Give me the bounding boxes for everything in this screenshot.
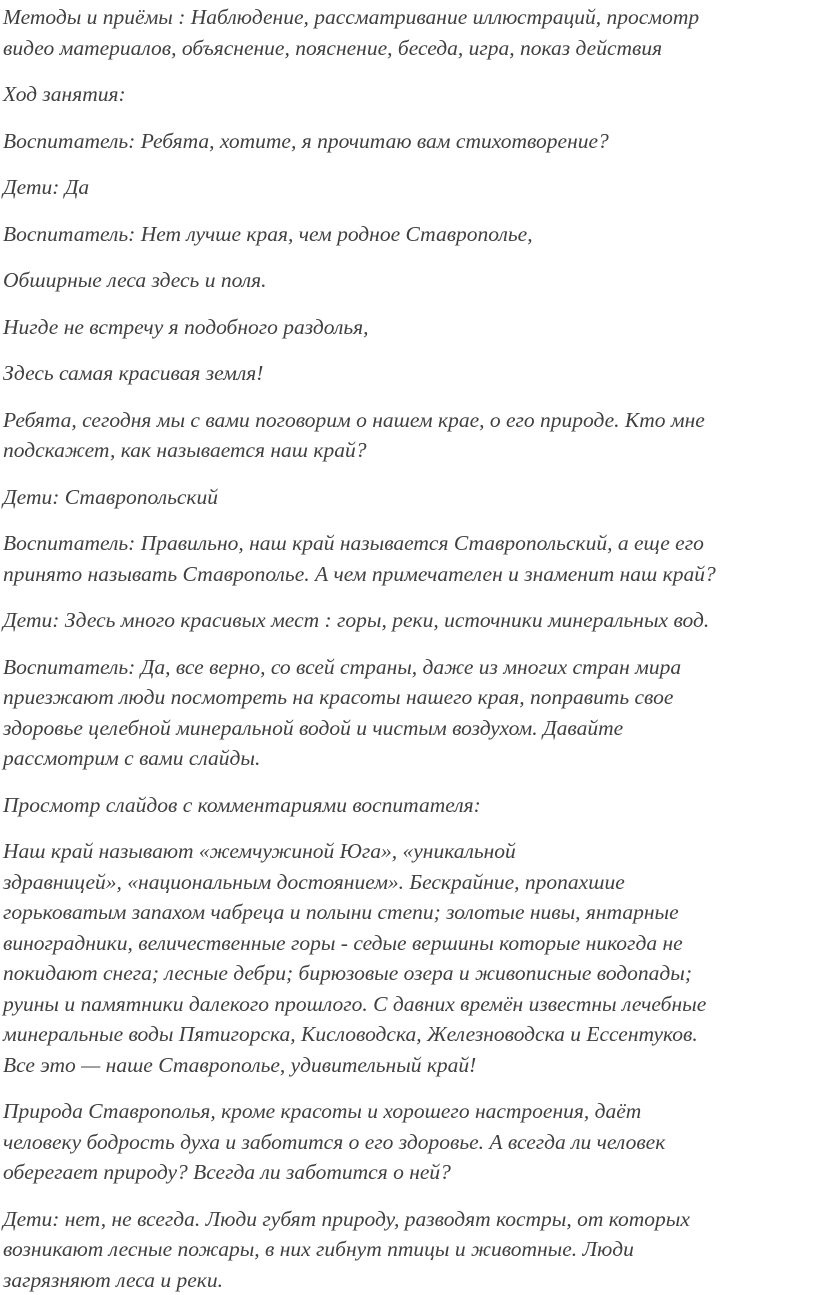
children-line: Дети: нет, не всегда. Люди губят природу, разводят костры, от которых возникают лесные пожары, в них гибнут птицы и животные. Люди загрязняют леса и реки.	[3, 1204, 808, 1295]
slides-heading: Просмотр слайдов с комментариями воспитателя:	[3, 790, 808, 821]
nature-question-paragraph: Природа Ставрополья, кроме красоты и хорошего настроения, даёт человеку бодрость духа и заботится о его здоровье. А всегда ли человек оберегает природу? Всегда ли заботится о ней?	[3, 1096, 808, 1188]
teacher-line: Воспитатель: Правильно, наш край называется Ставропольский, а еще его принято называть Ставрополье. А чем примечателен и знаменит наш край?	[3, 528, 808, 589]
lesson-course-heading: Ход занятия:	[3, 79, 808, 110]
methods-paragraph: Методы и приёмы : Наблюдение, рассматривание иллюстраций, просмотр видео материалов, объяснение, пояснение, беседа, игра, показ действия	[3, 2, 808, 63]
poem-line: Нигде не встречу я подобного раздолья,	[3, 312, 808, 343]
poem-line: Здесь самая красивая земля!	[3, 358, 808, 389]
teacher-line: Воспитатель: Да, все верно, со всей страны, даже из многих стран мира приезжают люди посмотреть на красоты нашего края, поправить свое здоровье целебной минеральной водой и чистым воздухом. Давайте рассмотрим с вами слайды.	[3, 652, 808, 774]
children-line: Дети: Здесь много красивых мест : горы, реки, источники минеральных вод.	[3, 605, 808, 636]
poem-line: Воспитатель: Нет лучше края, чем родное Ставрополье,	[3, 219, 808, 250]
poem-line: Обширные леса здесь и поля.	[3, 265, 808, 296]
teacher-line: Ребята, сегодня мы с вами поговорим о нашем крае, о его природе. Кто мне подскажет, как называется наш край?	[3, 405, 808, 466]
children-line: Дети: Ставропольский	[3, 482, 808, 513]
teacher-line: Воспитатель: Ребята, хотите, я прочитаю вам стихотворение?	[3, 126, 808, 157]
region-description-paragraph: Наш край называют «жемчужиной Юга», «уникальной здравницей», «национальным достоянием». Бескрайние, пропахшие горьковатым запахом чабреца и полыни степи; золотые нивы, янтарные виноградники, величественные горы - седые вершины которые никогда не покидают снега; лесные дебри; бирюзовые озера и живописные водопады; руины и памятники далекого прошлого. С давних времён известны лечебные минеральные воды Пятигорска, Кисловодска, Железноводска и Ессентуков. Все это — наше Ставрополье, удивительный край!	[3, 836, 808, 1080]
children-line: Дети: Да	[3, 172, 808, 203]
